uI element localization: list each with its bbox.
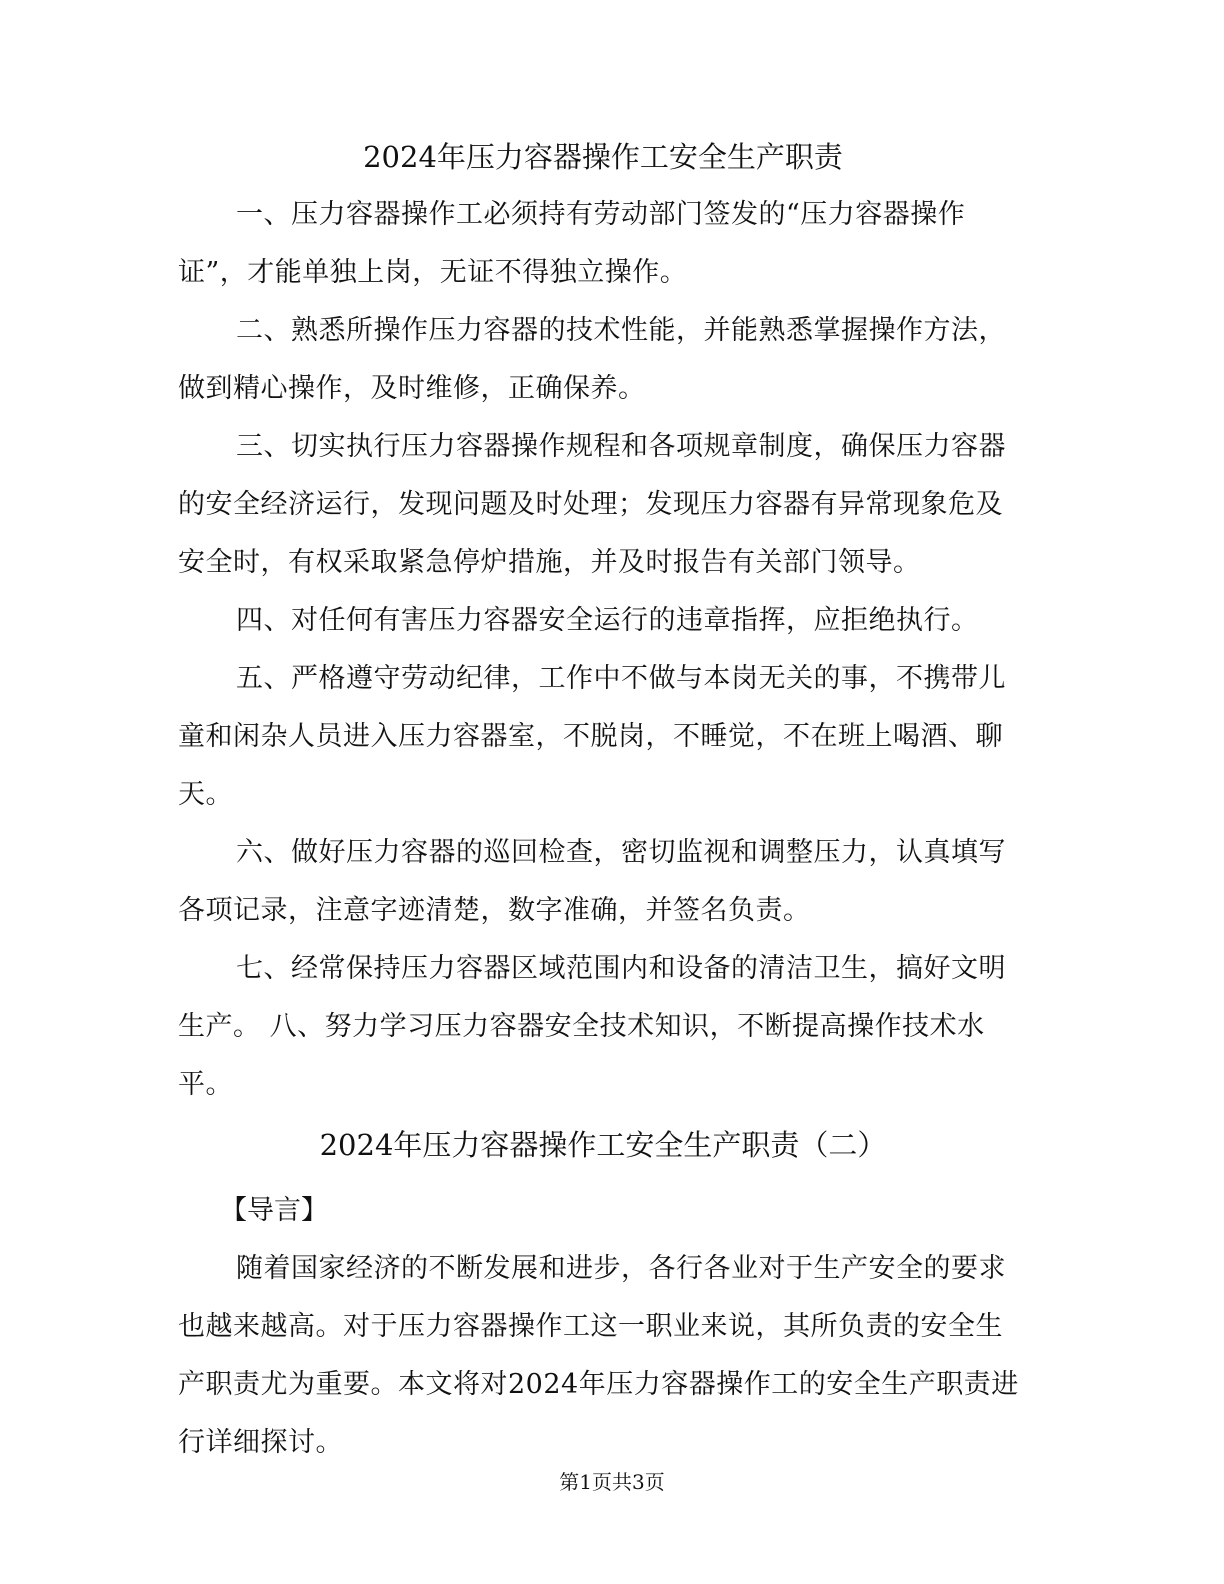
paragraph-3: 三、切实执行压力容器操作规程和各项规章制度，确保压力容器的安全经济运行，发现问题及时处理；发现压力容器有异常现象危及安全时，有权采取紧急停炉措施，并及时报告有关部门领导。: [178, 431, 1006, 578]
paragraph-6: 六、做好压力容器的巡回检查，密切监视和调整压力，认真填写各项记录，注意字迹清楚，数字准确，并签名负责。: [178, 837, 1006, 926]
paragraph-5: 五、严格遵守劳动纪律，工作中不做与本岗无关的事，不携带儿童和闲杂人员进入压力容器室，不脱岗，不睡觉，不在班上喝酒、聊天。: [178, 663, 1006, 810]
intro-paragraph: 随着国家经济的不断发展和进步，各行各业对于生产安全的要求也越来越高。对于压力容器操作工这一职业来说，其所负责的安全生产职责尤为重要。本文将对2024年压力容器操作工的安全生产职责进行详细探讨。: [178, 1253, 1019, 1458]
paragraph-2: 二、熟悉所操作压力容器的技术性能，并能熟悉掌握操作方法，做到精心操作，及时维修，正确保养。: [178, 315, 1006, 404]
lead-heading: 【导言】: [220, 1195, 328, 1226]
document-body: [178, 128, 1028, 1472]
section-title-2: 2024年压力容器操作工安全生产职责（二）: [319, 1128, 887, 1162]
page-number: 第1页共3页: [559, 1470, 665, 1494]
paragraph-1: 一、压力容器操作工必须持有劳动部门签发的“压力容器操作证”，才能单独上岗，无证不得独立操作。: [178, 199, 966, 288]
paragraph-7: 七、经常保持压力容器区域范围内和设备的清洁卫生，搞好文明生产。 八、努力学习压力容器安全技术知识，不断提高操作技术水平。: [178, 953, 1006, 1100]
paragraph-4: 四、对任何有害压力容器安全运行的违章指挥，应拒绝执行。: [236, 605, 979, 636]
document-title: 2024年压力容器操作工安全生产职责: [363, 140, 843, 174]
